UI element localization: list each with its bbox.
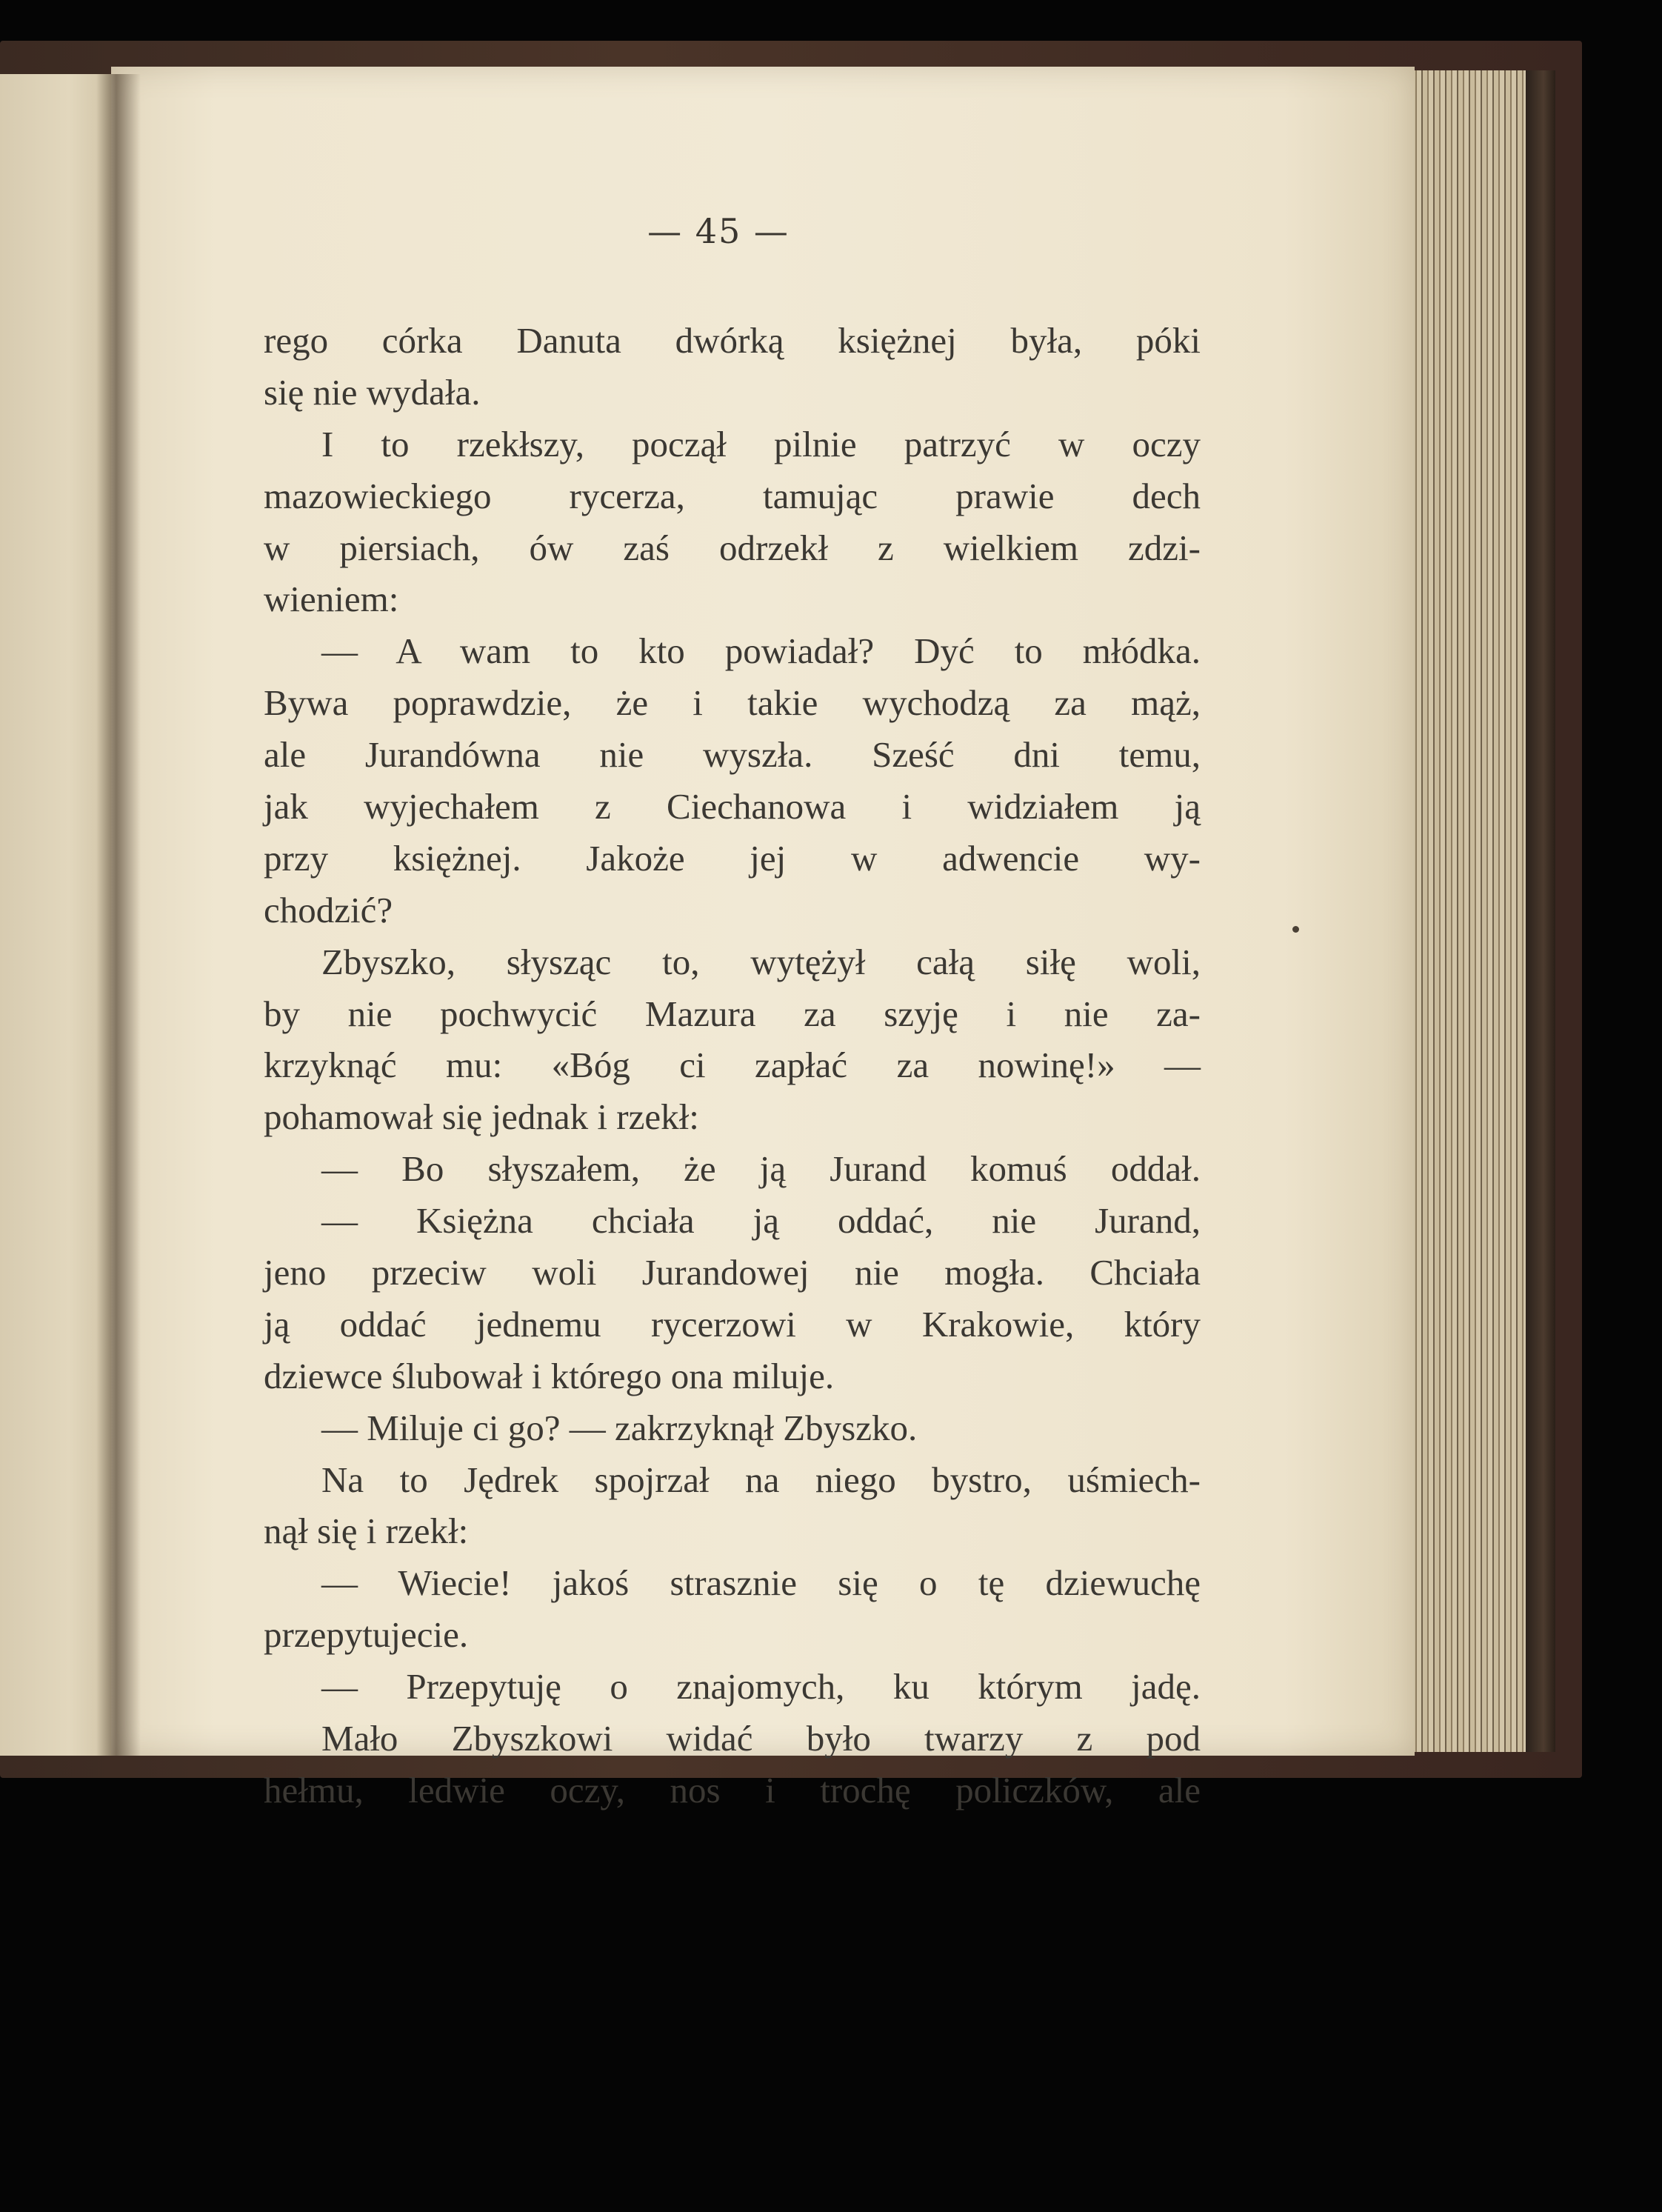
text-line: — Miluje ci go? — zakrzyknął Zbyszko. bbox=[321, 1407, 918, 1448]
text-line: się nie wydała. bbox=[264, 371, 481, 413]
text-line: dziewce ślubował i którego ona miluje. bbox=[264, 1355, 835, 1396]
text-line: Mało Zbyszkowi widać było twarzy z pod bbox=[321, 1718, 1201, 1759]
text-line: jak wyjechałem z Ciechanowa i widziałem ją bbox=[264, 786, 1201, 827]
text-line: ale Jurandówna nie wyszła. Sześć dni temu, bbox=[264, 734, 1201, 776]
text-line: by nie pochwycić Mazura za szyję i nie za- bbox=[264, 993, 1201, 1034]
text-line: — Wiecie! jakoś strasznie się o tę dziewuchę bbox=[321, 1562, 1201, 1604]
text-line: hełmu, ledwie oczy, nos i trochę policzków, ale bbox=[264, 1769, 1201, 1810]
text-line: wieniem: bbox=[264, 579, 399, 620]
text-line: nął się i rzekł: bbox=[264, 1510, 469, 1552]
page-text bbox=[264, 315, 1201, 1816]
gutter-shadow bbox=[96, 74, 141, 1756]
text-line: Na to Jędrek spojrzał na niego bystro, uśmiech- bbox=[321, 1459, 1201, 1500]
text-line: — A wam to kto powiadał? Dyć to młódka. bbox=[321, 630, 1201, 672]
text-line: Bywa poprawdzie, że i takie wychodzą za mąż, bbox=[264, 682, 1201, 724]
text-line: ją oddać jednemu rycerzowi w Krakowie, który bbox=[264, 1303, 1201, 1345]
text-line: krzyknąć mu: «Bóg ci zapłać za nowinę!» — bbox=[264, 1045, 1201, 1086]
text-line: I to rzekłszy, począł pilnie patrzyć w oczy bbox=[321, 423, 1201, 464]
text-line: przepytujecie. bbox=[264, 1614, 469, 1656]
ink-speck bbox=[1292, 926, 1299, 933]
spine-edge bbox=[1526, 70, 1555, 1752]
text-line: pohamował się jednak i rzekł: bbox=[264, 1096, 699, 1138]
text-line: — Bo słyszałem, że ją Jurand komuś oddał. bbox=[321, 1148, 1201, 1190]
text-line: Zbyszko, słysząc to, wytężył całą siłę woli, bbox=[321, 941, 1201, 982]
text-line: przy księżnej. Jakoże jej w adwencie wy- bbox=[264, 837, 1201, 879]
text-line: — Księżna chciała ją oddać, nie Jurand, bbox=[321, 1200, 1201, 1242]
text-line: jeno przeciw woli Jurandowej nie mogła. Chciała bbox=[264, 1252, 1201, 1293]
text-line: rego córka Danuta dwórką księżnej była, póki bbox=[264, 320, 1201, 361]
page-number-header: — 45 — bbox=[647, 211, 790, 251]
text-line: — Przepytuję o znajomych, ku którym jadę. bbox=[321, 1666, 1201, 1708]
text-line: chodzić? bbox=[264, 889, 393, 930]
text-line: w piersiach, ów zaś odrzekł z wielkiem zdzi- bbox=[264, 527, 1201, 568]
page-block-edges bbox=[1411, 70, 1541, 1752]
text-line: mazowieckiego rycerza, tamując prawie dech bbox=[264, 475, 1201, 516]
